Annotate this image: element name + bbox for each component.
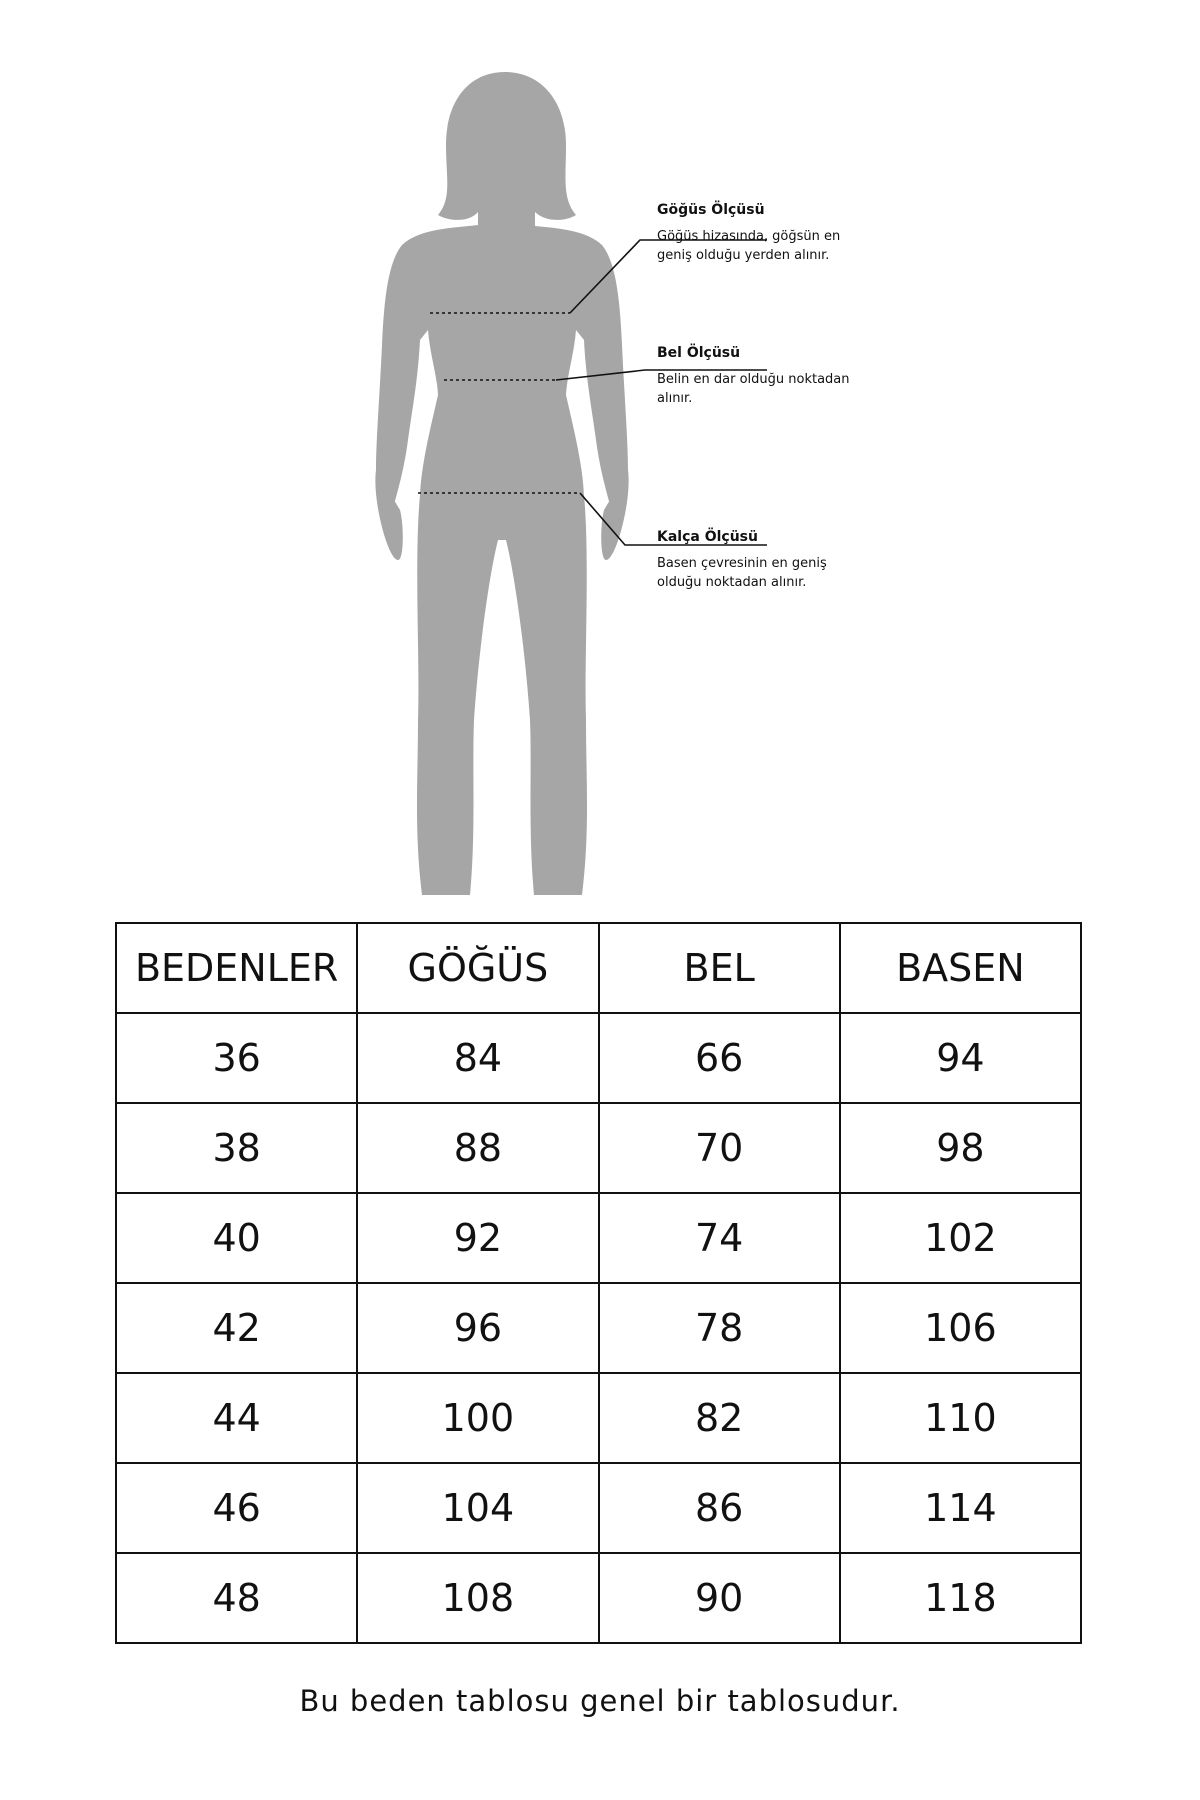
waist-annotation-title: Bel Ölçüsü [657,345,741,361]
table-row [116,1013,1081,1103]
waist-cell: 70 [599,1103,840,1193]
waist-cell: 82 [599,1373,840,1463]
table-row [116,1463,1081,1553]
female-silhouette [375,72,628,895]
chest-cell: 84 [357,1013,598,1103]
size-cell: 40 [116,1193,357,1283]
waist-desc-line-1: Belin en dar olduğu noktadan [657,372,850,387]
hip-annotation-desc [657,554,897,592]
chest-annotation-title: Göğüs Ölçüsü [657,202,765,218]
chest-desc-line-1: Göğüs hizasında, göğsün en [657,229,841,244]
header-waist: BEL [599,923,840,1013]
header-hip: BASEN [840,923,1081,1013]
hip-annotation-title: Kalça Ölçüsü [657,529,758,545]
chest-cell: 100 [357,1373,598,1463]
waist-annotation-desc [657,370,897,408]
hip-cell: 106 [840,1283,1081,1373]
size-cell: 38 [116,1103,357,1193]
table-row [116,1553,1081,1643]
waist-cell: 66 [599,1013,840,1103]
table-header-row [116,923,1081,1013]
size-cell: 42 [116,1283,357,1373]
size-table [115,922,1082,1644]
waist-cell: 78 [599,1283,840,1373]
chest-desc-line-2: geniş olduğu yerden alınır. [657,248,830,263]
hip-cell: 110 [840,1373,1081,1463]
size-cell: 48 [116,1553,357,1643]
waist-cell: 74 [599,1193,840,1283]
footer-note: Bu beden tablosu genel bir tablosudur. [299,1684,901,1718]
chest-cell: 108 [357,1553,598,1643]
chest-cell: 104 [357,1463,598,1553]
table-row [116,1373,1081,1463]
size-cell: 46 [116,1463,357,1553]
header-sizes: BEDENLER [116,923,357,1013]
table-row [116,1193,1081,1283]
hip-cell: 114 [840,1463,1081,1553]
hip-annotation [657,528,897,592]
hip-cell: 118 [840,1553,1081,1643]
size-cell: 44 [116,1373,357,1463]
hip-cell: 102 [840,1193,1081,1283]
table-row [116,1283,1081,1373]
size-cell: 36 [116,1013,357,1103]
hip-cell: 98 [840,1103,1081,1193]
waist-desc-line-2: alınır. [657,391,693,406]
hip-desc-line-1: Basen çevresinin en geniş [657,556,827,571]
header-chest: GÖĞÜS [357,923,598,1013]
chest-cell: 92 [357,1193,598,1283]
waist-annotation [657,344,897,408]
chest-annotation [657,201,897,265]
waist-cell: 86 [599,1463,840,1553]
chest-cell: 96 [357,1283,598,1373]
chest-cell: 88 [357,1103,598,1193]
waist-cell: 90 [599,1553,840,1643]
chest-annotation-desc [657,227,897,265]
hip-cell: 94 [840,1013,1081,1103]
table-row [116,1103,1081,1193]
hip-desc-line-2: olduğu noktadan alınır. [657,575,807,590]
